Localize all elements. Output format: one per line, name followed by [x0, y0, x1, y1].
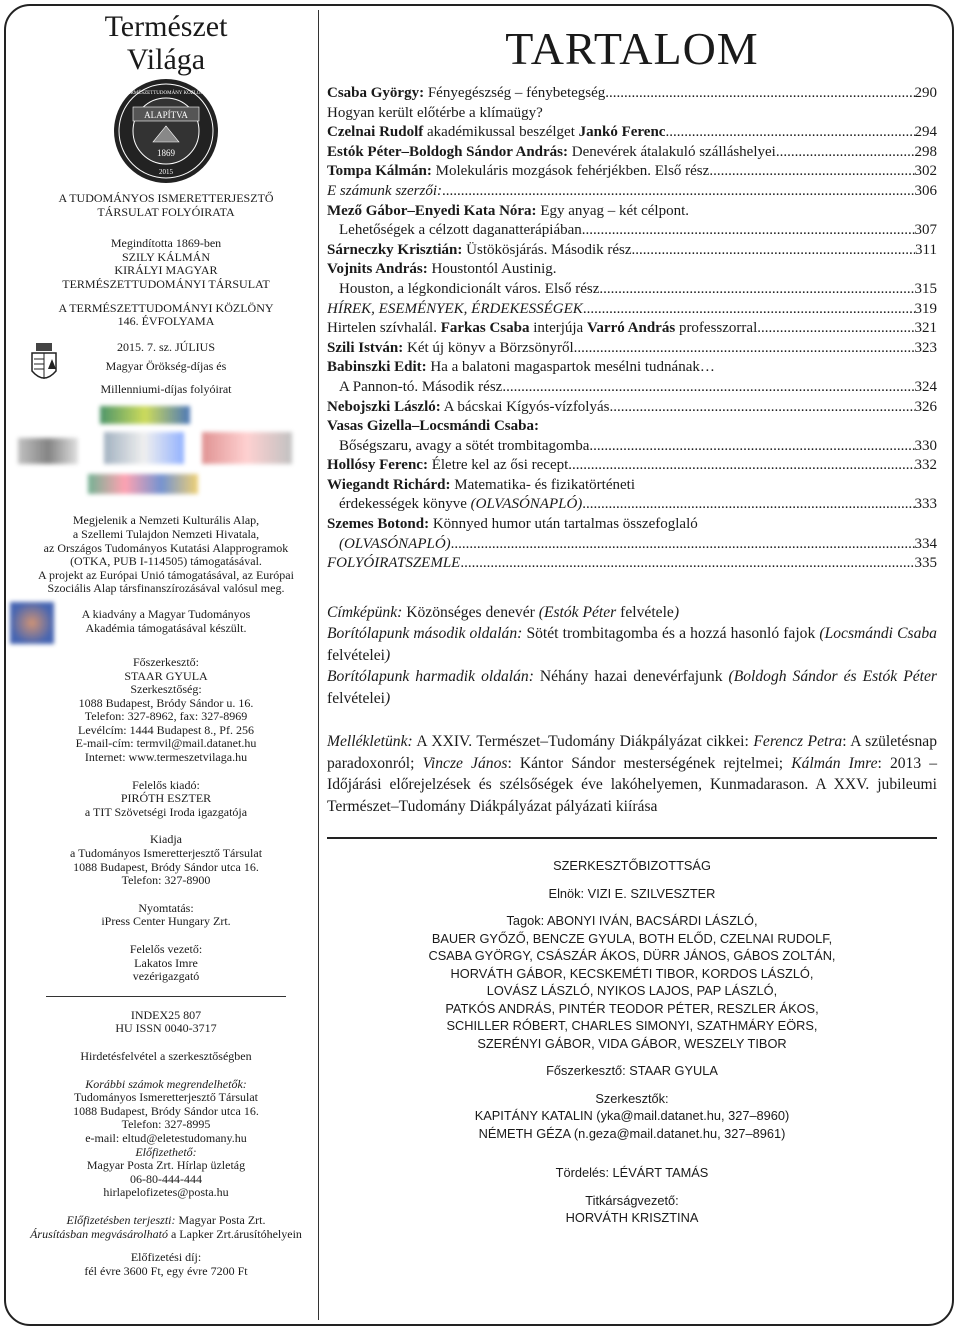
distribution-line	[18, 1214, 314, 1228]
toc-entry[interactable]	[327, 515, 937, 535]
board-chief: Főszerkesztő: STAAR GYULA	[546, 1063, 718, 1079]
editor-name: STAAR GYULA	[124, 668, 208, 683]
toc-title-text: Lehetőségek a célzott daganatterápiában	[339, 222, 582, 239]
toc-title-text: Hirtelen szívhalál.	[327, 320, 441, 337]
org-line: A TUDOMÁNYOS ISMERETTERJESZTŐ	[58, 191, 274, 205]
academy-line: Akadémia támogatásával készült.	[85, 620, 247, 635]
editorial-board	[327, 857, 937, 1227]
title-line: Világa	[126, 43, 206, 76]
toc-entry[interactable]	[327, 417, 937, 437]
note-text: Közönséges denevér	[402, 603, 539, 621]
retail-line	[18, 1228, 314, 1242]
board-secretary-label: Titkárságvezető:	[585, 1192, 679, 1208]
publisher-role: a TIT Szövetségi Iroda igazgatója	[84, 804, 248, 819]
note-text: : Kántor Sándor mesterségének rejtelmei;	[507, 754, 792, 772]
toc-title-text: professzorral	[675, 320, 758, 337]
note-credit: (Estók Péter	[538, 603, 617, 621]
support-line: A projekt az Európai Unió támogatásával, az Európai	[38, 567, 294, 582]
note-credit: (Boldogh Sándor és Estók Péter	[728, 668, 937, 686]
column-divider	[318, 10, 319, 1320]
office-label: Szerkesztőség:	[130, 682, 202, 697]
manager-name: Lakatos Imre	[134, 955, 198, 970]
toc-author: Wiegandt Richárd:	[327, 476, 451, 493]
toc-entry[interactable]	[327, 280, 937, 300]
toc-title-text: Két új könyv a Börzsönyről	[403, 339, 574, 356]
note-author: Kálmán Imre	[791, 754, 878, 772]
toc-page: 332	[914, 457, 937, 474]
contents-column	[327, 10, 937, 1227]
manager-role: vezérigazgató	[132, 969, 200, 984]
index-line: INDEX25 807	[130, 1007, 202, 1022]
toc-title-text: Hogyan került előtérbe a klímaügy?	[327, 104, 543, 121]
note-text: : A születésnap paradoxonról;	[327, 733, 938, 772]
toc-author: Nebojszki László:	[327, 398, 441, 415]
retail-value: a Lapker Zrt.árusítóhelyein	[167, 1226, 302, 1241]
toc-title-text: Fényegészség – fénybetegség	[424, 85, 606, 101]
toc-author: Vojnits András:	[327, 261, 428, 278]
backissues-line: Telefon: 327-8995	[121, 1117, 211, 1132]
toc-page: 319	[914, 300, 937, 317]
office-line: 1088 Budapest, Bródy Sándor u. 16.	[78, 695, 254, 710]
toc-page: 333	[914, 496, 937, 513]
toc-title-text: Egy anyag – két célpont.	[536, 202, 690, 219]
org-line: TÁRSULAT FOLYÓIRATA	[97, 204, 235, 219]
toc-title-text: Életre kel az ősi recept	[427, 457, 569, 474]
note-text: A XXIV. Természet–Tudomány Diákpályázat cikkei:	[412, 733, 754, 751]
toc-page: 330	[914, 437, 937, 454]
toc-page: 324	[914, 378, 937, 395]
board-title: SZERKESZTŐBIZOTTSÁG	[553, 858, 711, 874]
toc-title: TARTALOM	[505, 23, 759, 74]
board-layout: Tördelés: LÉVÁRT TAMÁS	[555, 1165, 709, 1181]
retail-label: Árusításban megvásárolható	[30, 1226, 168, 1241]
toc-entry[interactable]	[327, 202, 937, 222]
academy-block	[18, 602, 314, 642]
issuer-line: 1088 Budapest, Bródy Sándor utca 16.	[73, 859, 259, 874]
toc-title-text: Molekuláris mozgások fehérjékben. Első rész	[431, 163, 710, 180]
note-label: Borítólapunk második oldalán:	[327, 625, 523, 643]
toc-entry[interactable]	[327, 260, 937, 280]
toc-page: 335	[914, 555, 937, 572]
toc-author: Estók Péter–Boldogh Sándor András:	[327, 143, 569, 160]
toc-author: Sárneczky Krisztián:	[327, 241, 463, 258]
toc-author: Hollósy Ferenc:	[327, 457, 428, 474]
toc-title-text: Bőségszaru, avagy a sötét trombitagomba	[339, 437, 590, 454]
toc-author: Babinszki Edit:	[327, 359, 427, 376]
note-label: Mellékletünk:	[327, 733, 413, 751]
issue-date: 2015. 7. sz. JÚLIUS	[117, 339, 215, 354]
founded-line: Megindította 1869-ben	[110, 236, 222, 251]
board-editor: NÉMETH GÉZA (n.geza@mail.datanet.hu, 327–8961)	[478, 1125, 786, 1141]
note-label: Borítólapunk harmadik oldalán:	[327, 668, 534, 686]
toc-author: Varró András	[586, 320, 676, 337]
toc-entry[interactable]	[327, 84, 937, 104]
toc-entry[interactable]	[327, 358, 937, 378]
ads-line: Hirdetésfelvétel a szerkesztőségben	[80, 1048, 252, 1063]
backissues-line: Tudományos Ismeretterjesztő Társulat	[74, 1090, 258, 1105]
issuer-label: Kiadja	[150, 832, 182, 847]
board-members: HORVÁTH GÁBOR, KECSKEMÉTI TIBOR, KORDOS LÁSZLÓ,	[450, 965, 814, 981]
volume-line: 146. ÉVFOLYAMA	[117, 314, 215, 329]
toc-section: FOLYÓIRATSZEMLE	[327, 555, 461, 572]
issuer-line: a Tudományos Ismeretterjesztő Társulat	[69, 846, 263, 861]
toc-section: (OLVASÓNAPLÓ)	[339, 535, 451, 552]
toc-author: Csaba György:	[327, 85, 425, 101]
toc-author: Szili István:	[327, 339, 404, 356]
toc-page: 321	[914, 320, 937, 337]
support-line: az Országos Tudományos Kutatási Alapprogramok	[43, 540, 289, 555]
printer-name: iPress Center Hungary Zrt.	[101, 914, 231, 929]
divider	[327, 837, 937, 839]
toc-section: (OLVASÓNAPLÓ)	[470, 496, 583, 513]
toc-page: 315	[914, 280, 937, 297]
support-line: (OTKA, PUB I-114505) támogatásával.	[70, 554, 262, 569]
toc-entry[interactable]	[327, 378, 937, 398]
note-credit: )	[673, 603, 680, 621]
back2-note	[327, 623, 937, 666]
divider	[46, 996, 286, 997]
toc-title-text: A bácskai Kígyós-vízfolyás	[440, 398, 610, 415]
toc-page: 323	[914, 339, 937, 356]
note-credit: )	[385, 689, 391, 707]
toc-page: 311	[915, 241, 937, 258]
note-credit: )	[385, 646, 391, 664]
toc-list	[327, 84, 937, 574]
toc-author: Szemes Botond:	[327, 516, 430, 533]
toc-title-text: akadémikussal beszélget	[423, 124, 579, 141]
price-value: fél évre 3600 Ft, egy évre 7200 Ft	[84, 1263, 248, 1278]
coat-of-arms-icon	[26, 341, 62, 387]
issue-row	[18, 341, 314, 377]
toc-page: 306	[914, 182, 937, 199]
toc-entry[interactable]	[327, 182, 937, 202]
issn-line: HU ISSN 0040-3717	[115, 1021, 217, 1036]
toc-entry[interactable]	[327, 398, 937, 418]
subscribe-line: Magyar Posta Zrt. Hírlap üzletág	[86, 1158, 246, 1173]
toc-author: Mező Gábor–Enyedi Kata Nóra:	[327, 202, 537, 219]
note-text: felvételei	[327, 646, 386, 664]
academy-logo-icon	[10, 602, 54, 644]
back3-note	[327, 666, 937, 709]
toc-author: Jankó Ferenc	[578, 124, 666, 141]
toc-title-text: Ha a balatoni magaspartok mesélni tudnának…	[426, 359, 715, 376]
toc-section: E számunk szerzői:	[327, 182, 442, 199]
manager-label: Felelős vezető:	[129, 942, 203, 956]
toc-entry[interactable]	[327, 437, 937, 457]
subscribe-label: Előfizethető:	[135, 1144, 197, 1159]
subscribe-phone: 06-80-444-444	[130, 1171, 202, 1186]
support-line: a Szellemi Tulajdon Nemzeti Hivatala,	[72, 526, 260, 541]
note-text: felvétele	[616, 603, 674, 621]
note-author: Ferencz Petra	[753, 733, 843, 751]
masthead-column	[18, 10, 314, 1278]
seal-top-text: TERMÉSZETTUDOMÁNY KÖZLÖNY	[124, 91, 208, 96]
email-link[interactable]: E-mail-cím: termvil@mail.datanet.hu	[75, 736, 257, 751]
sponsor-logos	[18, 404, 314, 504]
toc-entry[interactable]	[327, 456, 937, 476]
toc-title-text: A Pannon-tó. Második rész	[339, 378, 503, 395]
distribution-value: Magyar Posta Zrt.	[175, 1212, 266, 1227]
society-seal-icon	[111, 76, 221, 186]
toc-entry[interactable]	[327, 241, 937, 261]
price-label: Előfizetési díj:	[130, 1250, 202, 1265]
toc-page: 326	[914, 398, 937, 415]
toc-title-text: Houston, a légkondicionált város. Első rész	[339, 280, 600, 297]
toc-entry[interactable]	[327, 123, 937, 143]
toc-author: Vasas Gizella–Locsmándi Csaba:	[327, 418, 539, 435]
seal-ribbon: ALAPÍTVA	[144, 110, 188, 120]
cover-notes	[327, 602, 937, 710]
support-line: Megjelenik a Nemzeti Kulturális Alap,	[72, 513, 260, 528]
toc-entry[interactable]	[327, 535, 937, 555]
toc-entry[interactable]	[327, 143, 937, 163]
toc-entry[interactable]	[327, 162, 937, 182]
toc-author: Farkas Csaba	[440, 320, 530, 337]
subscribe-email-link[interactable]: hirlapelofizetes@posta.hu	[103, 1185, 229, 1200]
seal-year: 1869	[157, 148, 175, 158]
academy-line: A kiadvány a Magyar Tudományos	[81, 606, 251, 621]
board-editors-label: Szerkesztők:	[595, 1090, 669, 1106]
toc-author: Tompa Kálmán:	[327, 163, 432, 180]
award-line: Millenniumi-díjas folyóirat	[100, 381, 232, 396]
toc-title-text: Denevérek átalakuló szálláshelyei	[568, 143, 776, 160]
toc-author: Czelnai Rudolf	[327, 124, 424, 141]
backissues-label: Korábbi számok megrendelhetők:	[85, 1076, 247, 1091]
toc-title-text: Üstökösjárás. Második rész	[462, 241, 632, 258]
title-line: Természet	[104, 10, 228, 43]
note-text: Néhány hazai denevérfajunk	[533, 668, 729, 686]
supplement-note	[327, 731, 937, 817]
toc-page: 302	[914, 163, 937, 180]
toc-entry[interactable]	[327, 300, 937, 320]
toc-title-text: érdekességek könyve	[339, 496, 471, 513]
toc-page: 334	[914, 535, 937, 552]
toc-page: 294	[914, 124, 937, 141]
toc-title-text: Houstontól Austinig.	[427, 261, 557, 278]
publisher-label: Felelős kiadó:	[132, 777, 200, 792]
board-members: SZERÉNYI GÁBOR, VIDA GÁBOR, WESZELY TIBOR	[477, 1035, 787, 1051]
magazine-title	[18, 10, 314, 76]
toc-entry[interactable]	[327, 554, 937, 574]
toc-section: HÍREK, ESEMÉNYEK, ÉRDEKESSÉGEK	[327, 300, 583, 317]
note-credit: (Locsmándi Csaba	[819, 625, 937, 643]
board-editor: KAPITÁNY KATALIN (yka@mail.datanet.hu, 327–8960)	[474, 1108, 790, 1124]
editor-label: Főszerkesztő:	[133, 654, 199, 669]
board-members: LOVÁSZ LÁSZLÓ, NYIKOS LAJOS, PAP LÁSZLÓ,	[486, 983, 778, 999]
board-members: CSABA GYÖRGY, CSÁSZÁR ÁKOS, DÜRR JÁNOS, GÁBOS ZOLTÁN,	[428, 948, 836, 964]
issuer-line: Telefon: 327-8900	[121, 873, 211, 888]
support-line: Szociális Alap társfinanszírozásával valósul meg.	[47, 581, 285, 596]
founder-name: SZILY KÁLMÁN	[121, 249, 210, 264]
toc-title-text: interjúja	[529, 320, 587, 337]
note-label: Címképünk:	[327, 603, 403, 621]
distribution-label: Előfizetésben terjeszti:	[66, 1212, 176, 1227]
publisher-name: PIRÓTH ESZTER	[120, 791, 212, 806]
board-members: Tagok: ABONYI IVÁN, BACSÁRDI LÁSZLÓ,	[506, 913, 758, 929]
website-link[interactable]: Internet: www.termeszetvilaga.hu	[84, 750, 248, 765]
print-label: Nyomtatás:	[138, 900, 194, 915]
board-chair: Elnök: VIZI E. SZILVESZTER	[548, 885, 716, 901]
toc-entry[interactable]	[327, 495, 937, 515]
toc-title-text: Könnyed humor után tartalmas összefoglaló	[429, 516, 698, 533]
note-text: felvételei	[327, 689, 386, 707]
toc-entry[interactable]	[327, 104, 937, 124]
toc-page: 290	[914, 85, 937, 101]
office-line: Telefon: 327-8962, fax: 327-8969	[84, 709, 248, 724]
sponsor-logo-icon	[100, 406, 190, 424]
toc-page: 298	[914, 143, 937, 160]
backissues-email-link[interactable]: e-mail: eltud@eletestudomany.hu	[85, 1130, 247, 1145]
note-text: : 2013 – Időjárási előrejelzések és szélsőségek éve lakóhelyemen, Kunmadarason. A XXV. jubileumi Természet–Tudomány Diákpályázat pályázati kiírása	[327, 754, 938, 815]
cover-note	[327, 602, 937, 624]
board-members: PATKÓS ANDRÁS, PINTÉR TEODOR PÉTER, RESZLER ÁKOS,	[445, 1000, 819, 1016]
office-line: Levélcím: 1444 Budapest 8., Pf. 256	[78, 722, 254, 737]
toc-title-text: Matematika- és fizikatörténeti	[450, 476, 635, 493]
award-line: Magyar Örökség-díjas és	[105, 359, 227, 374]
toc-entry[interactable]	[327, 476, 937, 496]
board-members: BAUER GYŐZŐ, BENCZE GYULA, BOTH ELŐD, CZELNAI RUDOLF,	[431, 930, 833, 946]
sponsor-logo-icon	[18, 438, 78, 464]
sponsor-logo-icon	[88, 474, 198, 494]
toc-entry[interactable]	[327, 339, 937, 359]
toc-entry[interactable]	[327, 319, 937, 339]
board-secretary: HORVÁTH KRISZTINA	[565, 1210, 699, 1226]
seal-bottom: 2015	[159, 168, 173, 176]
toc-page: 307	[914, 222, 937, 239]
sponsor-logo-icon	[104, 432, 184, 464]
kozlony-line: A TERMÉSZETTUDOMÁNYI KÖZLÖNY	[58, 300, 274, 315]
note-author: Vincze János	[422, 754, 508, 772]
backissues-line: 1088 Budapest, Bródy Sándor utca 16.	[73, 1103, 259, 1118]
toc-entry[interactable]	[327, 221, 937, 241]
sponsor-logo-icon	[202, 432, 292, 464]
society-line: KIRÁLYI MAGYAR	[114, 263, 218, 278]
note-text: Sötét trombitagomba és a hozzá hasonló fajok	[522, 625, 820, 643]
society-line: TERMÉSZETTUDOMÁNYI TÁRSULAT	[62, 276, 270, 291]
board-members: SCHILLER RÓBERT, CHARLES SIMONYI, SZATHMÁRY EÖRS,	[446, 1018, 818, 1034]
